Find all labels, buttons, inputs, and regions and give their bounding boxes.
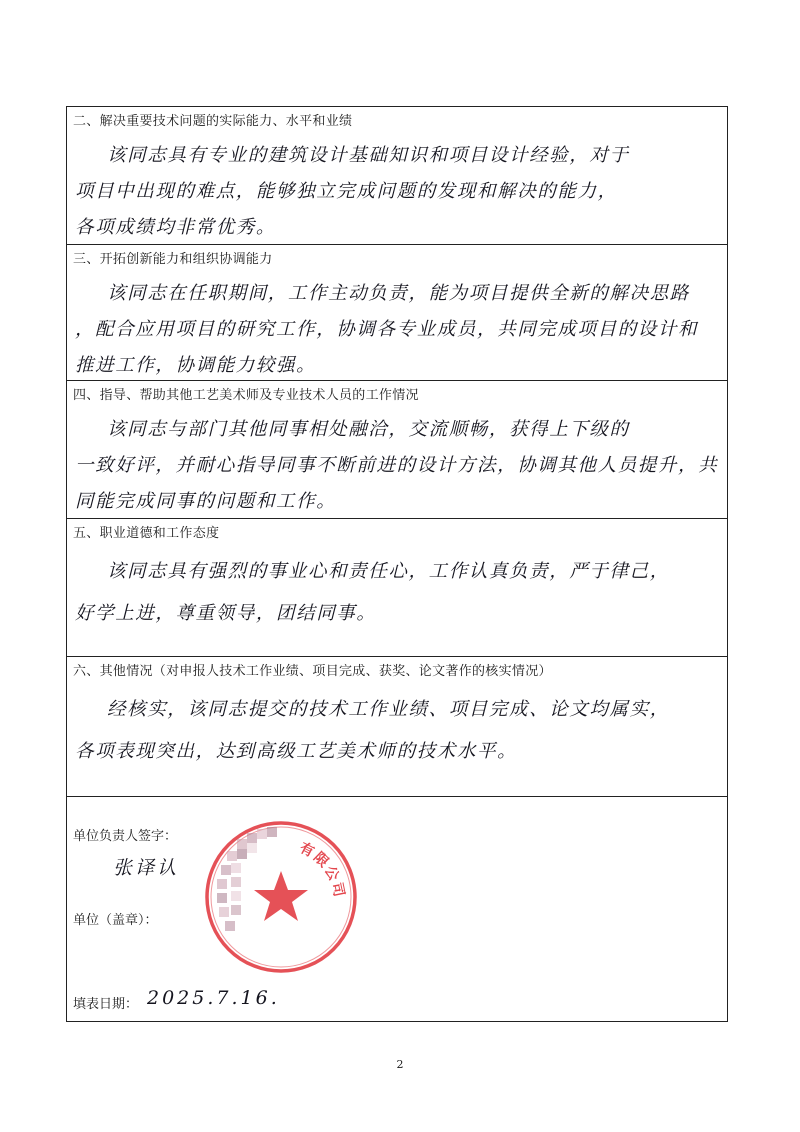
section-header: 三、开拓创新能力和组织协调能力	[73, 252, 273, 267]
section-header: 五、职业道德和工作态度	[73, 526, 220, 541]
handwritten-line: ，配合应用项目的研究工作，协调各专业成员，共同完成项目的设计和	[75, 319, 699, 340]
handwritten-line: 该同志具有强烈的事业心和责任心，工作认真负责，严于律己，	[107, 561, 670, 582]
handwritten-line: 好学上进，尊重领导，团结同事。	[75, 603, 377, 624]
section-innovation-coordination	[67, 245, 727, 381]
handwritten-line: 各项成绩均非常优秀。	[75, 217, 277, 238]
handwritten-line: 一致好评，并耐心指导同事不断前进的设计方法，协调其他人员提升，共	[75, 455, 719, 476]
handwritten-line: 同能完成同事的问题和工作。	[75, 491, 337, 512]
seal-text: 有限公司	[296, 839, 348, 901]
section-technical-ability	[67, 107, 727, 245]
fill-date-label: 填表日期：	[73, 997, 139, 1012]
signature-block	[67, 797, 727, 1023]
handwritten-line: 该同志与部门其他同事相处融洽，交流顺畅，获得上下级的	[107, 419, 630, 440]
evaluation-form-table	[66, 106, 728, 1022]
leader-signature-label: 单位负责人签字：	[73, 829, 178, 844]
fill-date-value: 2025.7.16.	[147, 987, 280, 1009]
section-header: 四、指导、帮助其他工艺美术师及专业技术人员的工作情况	[73, 388, 419, 403]
section-header: 六、其他情况（对申报人技术工作业绩、项目完成、获奖、论文著作的核实情况）	[73, 664, 552, 679]
handwritten-line: 项目中出现的难点，能够独立完成问题的发现和解决的能力，	[75, 181, 618, 202]
handwritten-line: 该同志在任职期间，工作主动负责，能为项目提供全新的解决思路	[107, 283, 690, 304]
section-header: 二、解决重要技术问题的实际能力、水平和业绩	[73, 114, 353, 129]
handwritten-line: 该同志具有专业的建筑设计基础知识和项目设计经验，对于	[107, 145, 630, 166]
company-seal-icon	[203, 819, 359, 975]
section-ethics-attitude	[67, 519, 727, 657]
handwritten-line: 各项表现突出，达到高级工艺美术师的技术水平。	[75, 741, 518, 762]
handwritten-line: 经核实，该同志提交的技术工作业绩、项目完成、论文均属实，	[107, 699, 670, 720]
unit-seal-label: 单位（盖章）：	[73, 913, 158, 928]
page-number: 2	[396, 1058, 404, 1071]
leader-signature: 张译认	[113, 857, 180, 879]
section-mentoring	[67, 381, 727, 519]
handwritten-line: 推进工作，协调能力较强。	[75, 355, 317, 376]
section-other-verification	[67, 657, 727, 797]
